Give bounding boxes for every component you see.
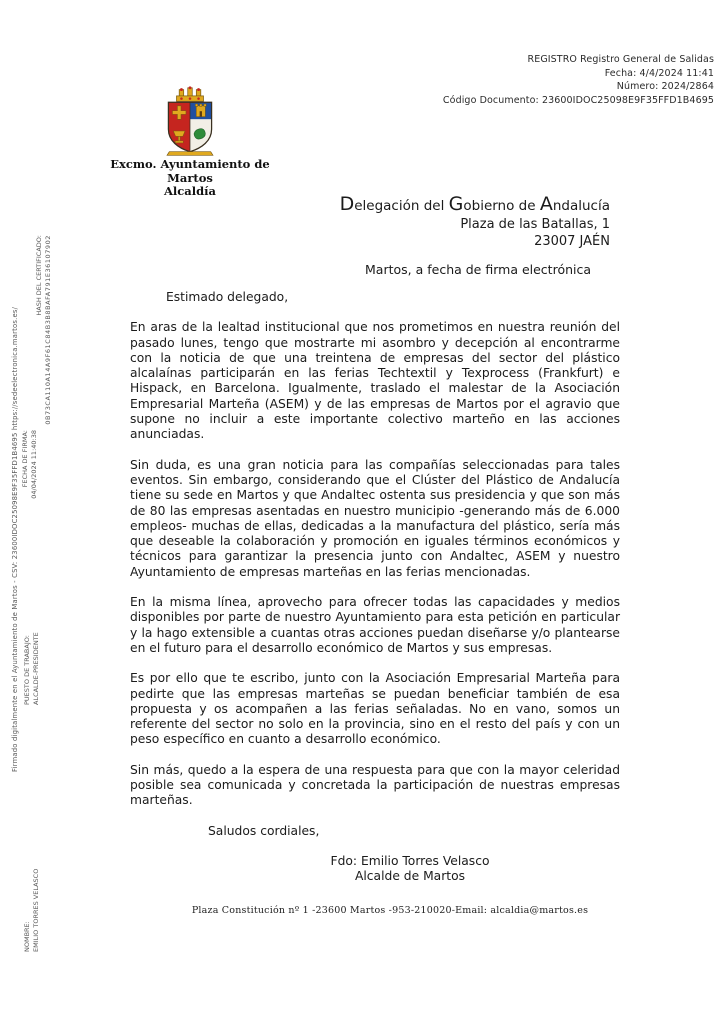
recipient-city: 23007 JAÉN bbox=[534, 234, 610, 249]
stamp-position-value: ALCALDE-PRESIDENTE bbox=[31, 632, 40, 705]
stamp-job-position bbox=[23, 559, 41, 705]
footer-contact: Plaza Constitución nº 1 -23600 Martos -953-210020-Email: alcaldia@martos.es bbox=[191, 905, 589, 916]
letter-paragraph: En la misma línea, aprovecho para ofrecer todas las capacidades y medios disponibles por parte de nuestro Ayuntamiento para esta petición en particular y la hago extensible a cuantas otras acciones puedan diseñarse y/o plantearse en el futuro para el desarrollo económico de Martos y sus empresas. bbox=[130, 595, 620, 655]
martos-coat-of-arms-icon bbox=[100, 86, 280, 158]
letter-paragraph: Sin duda, es una gran noticia para las compañías seleccionadas para tales eventos. Sin embargo, considerando que el Clúster del Plástico de Andalucía tiene su sede en Martos y que Andaltec ostenta sus presidencia y que son más de 80 las empresas asentadas en nuestro municipio -generando más de 6.000 empleos- muchas de ellas, dedicadas a la manufactura del plástico, sería más que deseable la colaboración y promoción en iguales términos económicos y técnicos para garantizar la presencia junto con Andaltec, ASEM y nuestro Ayuntamiento de empresas marteñas en las ferias mencionadas. bbox=[130, 457, 620, 579]
stamp-position-label: PUESTO DE TRABAJO: bbox=[23, 635, 31, 705]
signature-title: Alcalde de Martos bbox=[354, 869, 466, 884]
stamp-name-label: NOMBRE: bbox=[23, 921, 31, 952]
recipient-address bbox=[339, 193, 610, 251]
registry-title: REGISTRO Registro General de Salidas bbox=[527, 54, 714, 65]
letter-paragraph: Es por ello que te escribo, junto con la Asociación Empresarial Marteña para pedirte que las empresas marteñas se puedan beneficiar también de esa propuesta y os acompañen a las ferias señaladas. No en vano, somos un referente del sector no solo en la provincia, sino en el resto del país y con un peso específico en cuanto a desarrollo económico. bbox=[130, 671, 620, 747]
letter-paragraph: En aras de la lealtad institucional que nos prometimos en nuestra reunión del pasado lunes, tengo que mostrarte mi asombro y decepción al encontrarme con la noticia de que una treintena de empresas del sector del plástico alcalaínas participarán en las ferias Techtextil y Texprocess (Frankfurt) e Hispack, en Barcelona. Igualmente, traslado el malestar de la Asociación Empresarial Marteña (ASEM) y de las empresas de Martos por el agravio que supone no incluir a este importante colectivo marteño en las acciones anunciadas. bbox=[130, 320, 620, 442]
stamp-hash-value: 0B73CA110A14A9F61C84B3B8BAFA791E36107902 bbox=[43, 235, 52, 425]
registry-date: Fecha: 4/4/2024 11:41 bbox=[604, 67, 714, 79]
org-header bbox=[100, 86, 280, 199]
registry-doc-code: Código Documento: 23600IDOC25098E9F35FFD1B4695 bbox=[442, 94, 714, 106]
letter-paragraph: Sin más, quedo a la espera de una respuesta para que con la mayor celeridad posible sea comunicada y concretada la participación de nuestras empresas marteñas. bbox=[130, 762, 620, 808]
org-name: Excmo. Ayuntamiento de Martos bbox=[110, 157, 270, 185]
recipient-street: Plaza de las Batallas, 1 bbox=[460, 216, 610, 232]
stamp-date-label: FECHA DE FIRMA: bbox=[21, 430, 29, 488]
closing: Saludos cordiales, bbox=[208, 823, 320, 838]
stamp-signed-statement: Firmado digitalmente en el Ayuntamiento de Martos - CSV: 23600IDOC25098E9F35FFD1B4695 https://sedeelectronica.martos.es/ bbox=[11, 306, 19, 772]
salutation: Estimado delegado, bbox=[166, 290, 289, 304]
org-department: Alcaldía bbox=[164, 184, 216, 198]
registry-number: Número: 2024/2864 bbox=[616, 81, 714, 92]
stamp-date-value: 04/04/2024 11:40:38 bbox=[29, 430, 38, 499]
recipient-name: Delegación del Gobierno de Andalucía bbox=[339, 193, 610, 215]
signature-name: Fdo: Emilio Torres Velasco bbox=[330, 853, 490, 868]
dateline: Martos, a fecha de firma electrónica bbox=[365, 262, 592, 277]
stamp-name-value: EMILIO TORRES VELASCO bbox=[31, 868, 40, 952]
registry-stamp bbox=[443, 53, 714, 107]
stamp-hash-label: HASH DEL CERTIFICADO: bbox=[35, 235, 43, 316]
stamp-signer-name bbox=[23, 806, 41, 952]
stamp-signing-date bbox=[21, 430, 39, 522]
letter-body bbox=[130, 290, 620, 885]
signature-block bbox=[130, 854, 620, 885]
